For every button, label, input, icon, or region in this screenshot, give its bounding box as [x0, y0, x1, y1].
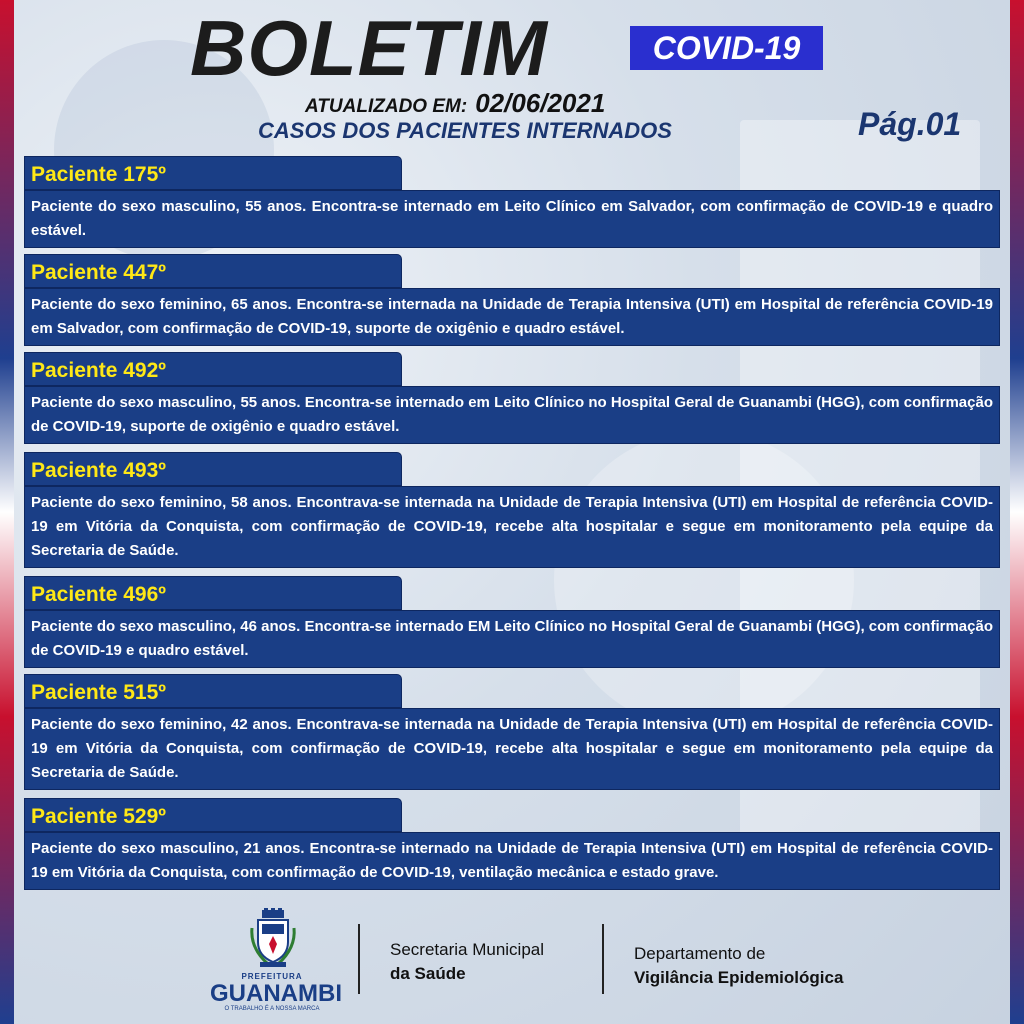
page-number: Pág.01: [858, 106, 962, 142]
footer-divider: [358, 924, 360, 994]
updated-date: 02/06/2021: [475, 88, 606, 118]
patient-label: Paciente 492º: [24, 352, 402, 386]
patient-description: Paciente do sexo masculino, 21 anos. Encontra-se internado na Unidade de Terapia Intensiva (UTI) em Hospital de referência COVID-19 em Vitória da Conquista, com confirmação de COVID-19, ventilação mecânica e estado grave.: [24, 832, 1000, 890]
guanambi-logo: [210, 908, 342, 1012]
secretaria-line1: Secretaria Municipal: [390, 940, 545, 959]
patient-label: Paciente 447º: [24, 254, 402, 288]
patient-description: Paciente do sexo masculino, 46 anos. Encontra-se internado EM Leito Clínico no Hospital Geral de Guanambi (HGG), com confirmação de COVID-19 e quadro estável.: [24, 610, 1000, 668]
patient-label: Paciente 175º: [24, 156, 402, 190]
secretaria-line2: da Saúde: [390, 964, 466, 983]
bulletin-subtitle: CASOS DOS PACIENTES INTERNADOS: [258, 118, 672, 143]
patient-description: Paciente do sexo masculino, 55 anos. Encontra-se internado em Leito Clínico em Salvador, com confirmação de COVID-19 e quadro estável.: [24, 190, 1000, 248]
departamento-line2: Vigilância Epidemiológica: [634, 968, 844, 987]
bulletin-title: BOLETIM: [190, 4, 548, 92]
patient-description: Paciente do sexo feminino, 65 anos. Encontra-se internada na Unidade de Terapia Intensiva (UTI) em Hospital de referência COVID-19 em Salvador, com confirmação de COVID-19, suporte de oxigênio e quadro estável.: [24, 288, 1000, 346]
patient-description: Paciente do sexo feminino, 58 anos. Encontrava-se internada na Unidade de Terapia Intensiva (UTI) em Hospital de referência COVID-19 em Vitória da Conquista, com confirmação de COVID-19, recebe alta hospitalar e segue em monitoramento pela equipe da Secretaria de Saúde.: [24, 486, 1000, 568]
patient-label: Paciente 515º: [24, 674, 402, 708]
departamento-line1: Departamento de: [634, 944, 766, 963]
departamento-block: [634, 942, 843, 990]
footer-divider: [602, 924, 604, 994]
bulletin-header: [0, 0, 1024, 150]
covid-badge: COVID-19: [630, 26, 823, 70]
secretaria-block: [390, 938, 544, 986]
patient-label: Paciente 493º: [24, 452, 402, 486]
bulletin-footer: [0, 900, 1024, 1024]
logo-city-name: GUANAMBI: [210, 980, 342, 1007]
logo-motto: O TRABALHO É A NOSSA MARCA: [224, 1006, 320, 1012]
coat-of-arms-icon: [248, 908, 298, 968]
frame-right-stripe: [1010, 0, 1024, 1024]
patient-description: Paciente do sexo masculino, 55 anos. Encontra-se internado em Leito Clínico no Hospital Geral de Guanambi (HGG), com confirmação de COVID-19, suporte de oxigênio e quadro estável.: [24, 386, 1000, 444]
patient-label: Paciente 496º: [24, 576, 402, 610]
logo-prefeitura-text: PREFEITURA: [241, 972, 303, 981]
frame-left-stripe: [0, 0, 14, 1024]
updated-label: ATUALIZADO EM:: [305, 96, 468, 117]
patient-description: Paciente do sexo feminino, 42 anos. Encontrava-se internada na Unidade de Terapia Intensiva (UTI) em Hospital de referência COVID-19 em Vitória da Conquista, com confirmação de COVID-19, recebe alta hospitalar e segue em monitoramento pela equipe da Secretaria de Saúde.: [24, 708, 1000, 790]
background-virus-shape: [554, 430, 854, 730]
patient-label: Paciente 529º: [24, 798, 402, 832]
updated-info: [305, 88, 605, 119]
